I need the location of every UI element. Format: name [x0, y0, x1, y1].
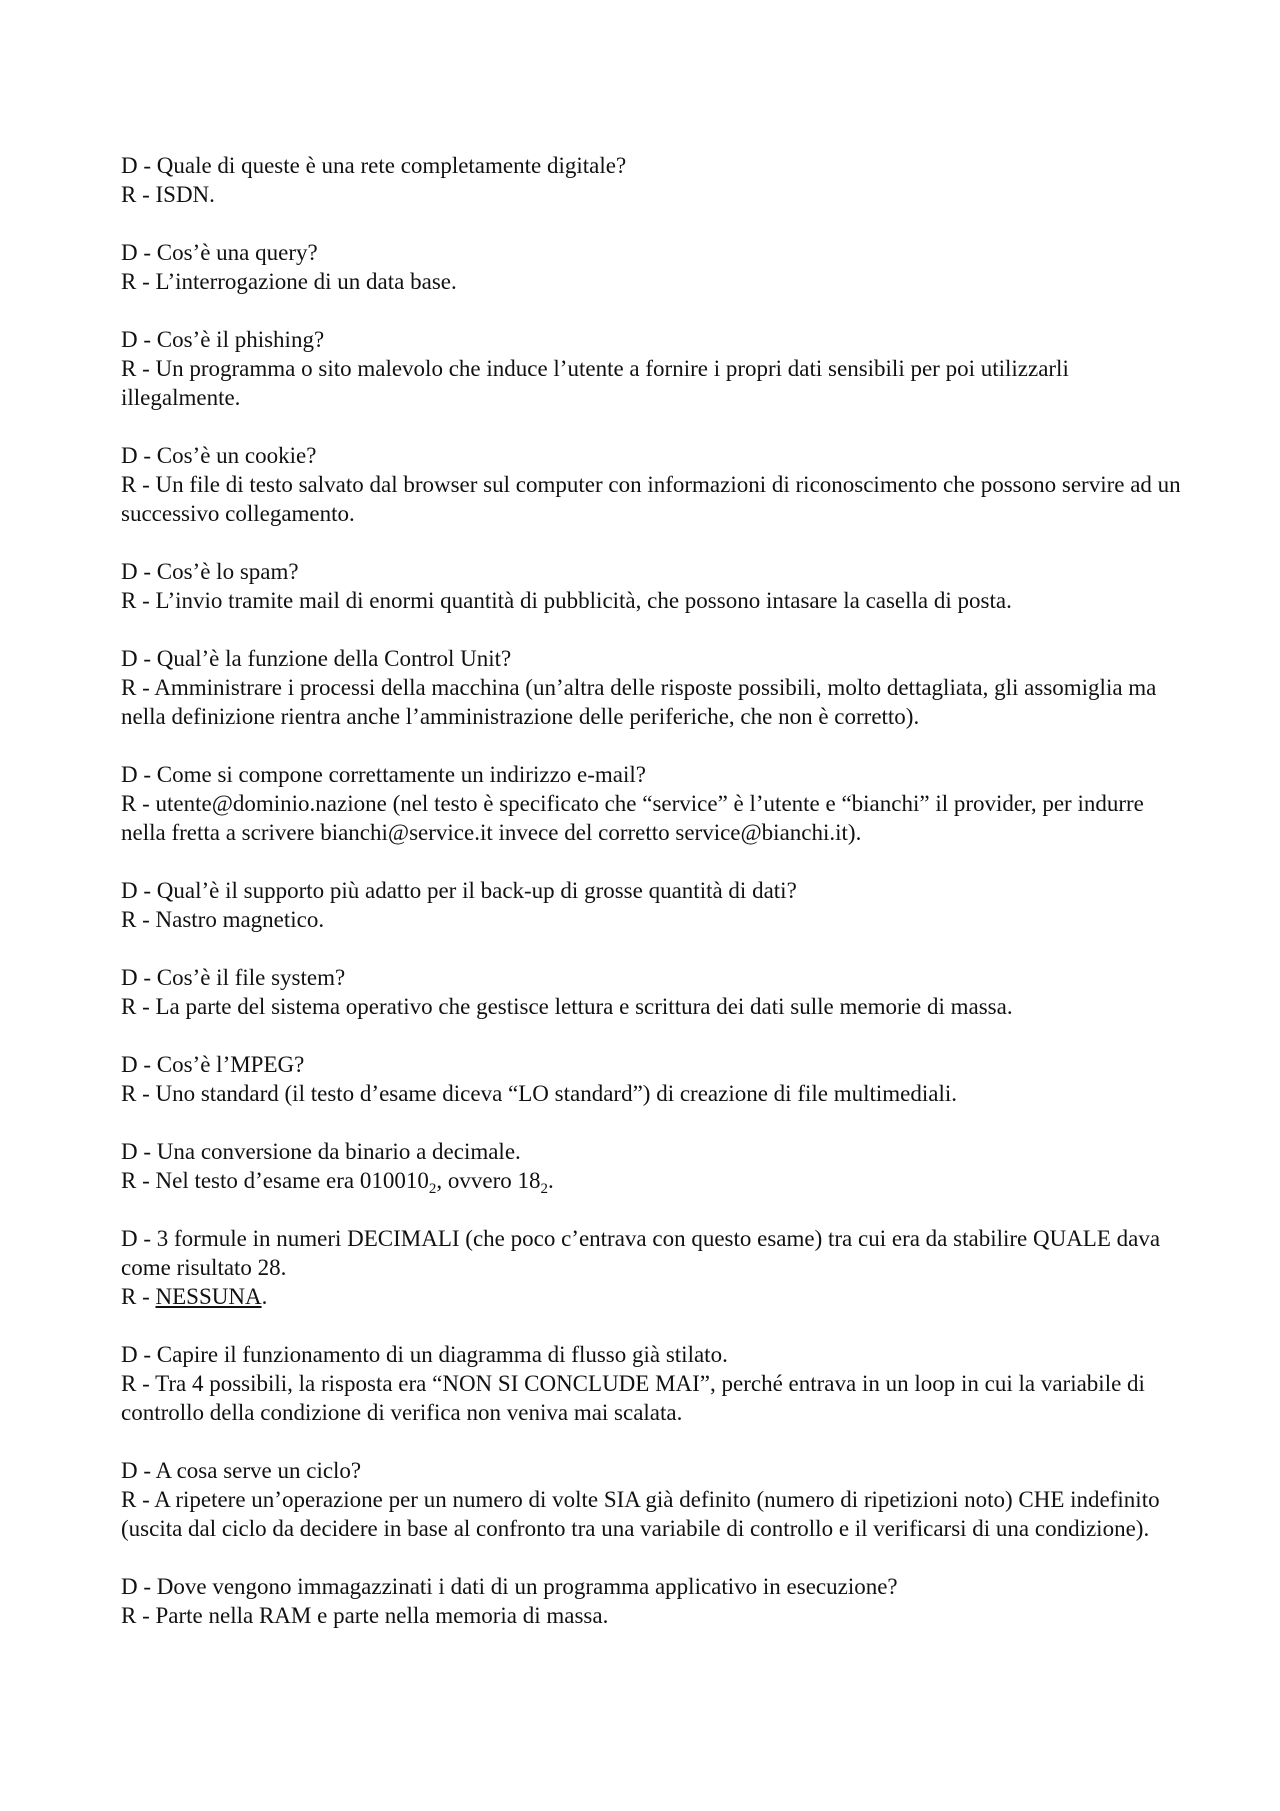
- question: D - Cos’è l’MPEG?: [121, 1052, 305, 1077]
- question: D - Cos’è un cookie?: [121, 443, 317, 468]
- answer: R - L’interrogazione di un data base.: [121, 269, 457, 294]
- answer: R - Uno standard (il testo d’esame diceva “LO standard”) di creazione di file multimediali.: [121, 1081, 958, 1106]
- document-page: [121, 151, 1181, 1659]
- subscript: 2: [540, 1181, 548, 1197]
- answer: R - ISDN.: [121, 182, 215, 207]
- answer: R - Amministrare i processi della macchina (un’altra delle risposte possibili, molto dettagliata, gli assomiglia ma nella definizione rientra anche l’amministrazione delle periferiche, che non è corretto).: [121, 675, 1157, 729]
- question: D - Cos’è lo spam?: [121, 559, 299, 584]
- answer: R - Tra 4 possibili, la risposta era “NON SI CONCLUDE MAI”, perché entrava in un loop in cui la variabile di controllo della condizione di verifica non veniva mai scalata.: [121, 1371, 1145, 1425]
- question: D - Cos’è una query?: [121, 240, 318, 265]
- answer-text: R -: [121, 1284, 156, 1309]
- qa-item-isdn: [121, 151, 1181, 209]
- answer: R - Un programma o sito malevolo che induce l’utente a fornire i propri dati sensibili per poi utilizzarli illegalmente.: [121, 356, 1069, 410]
- qa-item-binary: [121, 1137, 1181, 1195]
- qa-item-email: [121, 760, 1181, 847]
- underlined-answer: NESSUNA: [155, 1284, 262, 1309]
- qa-item-control-unit: [121, 644, 1181, 731]
- answer-text: , ovvero 18: [436, 1168, 541, 1193]
- answer: R - La parte del sistema operativo che gestisce lettura e scrittura dei dati sulle memorie di massa.: [121, 994, 1013, 1019]
- question: D - Qual’è il supporto più adatto per il back-up di grosse quantità di dati?: [121, 878, 797, 903]
- qa-item-query: [121, 238, 1181, 296]
- qa-item-backup: [121, 876, 1181, 934]
- qa-item-file-system: [121, 963, 1181, 1021]
- answer-text: R - Nel testo d’esame era 010010: [121, 1168, 429, 1193]
- question: D - Cos’è il file system?: [121, 965, 346, 990]
- qa-item-formula: [121, 1224, 1181, 1311]
- answer: [121, 1282, 1181, 1311]
- qa-item-cookie: [121, 441, 1181, 528]
- question: D - Qual’è la funzione della Control Unit?: [121, 646, 512, 671]
- answer-text: .: [547, 1168, 554, 1193]
- answer: R - Un file di testo salvato dal browser sul computer con informazioni di riconoscimento che possono servire ad un successivo collegamento.: [121, 472, 1181, 526]
- answer: R - Nastro magnetico.: [121, 907, 325, 932]
- answer: R - Parte nella RAM e parte nella memoria di massa.: [121, 1603, 609, 1628]
- qa-item-memory: [121, 1572, 1181, 1630]
- question: D - A cosa serve un ciclo?: [121, 1458, 362, 1483]
- answer: [121, 1166, 1181, 1195]
- question: D - Cos’è il phishing?: [121, 327, 325, 352]
- qa-item-phishing: [121, 325, 1181, 412]
- question: D - Come si compone correttamente un indirizzo e-mail?: [121, 762, 646, 787]
- qa-item-spam: [121, 557, 1181, 615]
- answer: R - utente@dominio.nazione (nel testo è specificato che “service” è l’utente e “bianchi” il provider, per indurre nella fretta a scrivere bianchi@service.it invece del corretto service@bianchi.it).: [121, 791, 1144, 845]
- question: D - Dove vengono immagazzinati i dati di un programma applicativo in esecuzione?: [121, 1574, 898, 1599]
- question: D - Una conversione da binario a decimale.: [121, 1139, 521, 1164]
- qa-item-loop: [121, 1456, 1181, 1543]
- question: D - Capire il funzionamento di un diagramma di flusso già stilato.: [121, 1342, 728, 1367]
- answer-text: .: [261, 1284, 268, 1309]
- qa-item-flowchart: [121, 1340, 1181, 1427]
- question: D - Quale di queste è una rete completamente digitale?: [121, 153, 627, 178]
- qa-item-mpeg: [121, 1050, 1181, 1108]
- answer: R - L’invio tramite mail di enormi quantità di pubblicità, che possono intasare la casella di posta.: [121, 588, 1012, 613]
- answer: R - A ripetere un’operazione per un numero di volte SIA già definito (numero di ripetizioni noto) CHE indefinito (uscita dal ciclo da decidere in base al confronto tra una variabile di controllo e il verificarsi di una condizione).: [121, 1487, 1160, 1541]
- subscript: 2: [428, 1181, 437, 1197]
- question: D - 3 formule in numeri DECIMALI (che poco c’entrava con questo esame) tra cui era da stabilire QUALE dava come risultato 28.: [121, 1226, 1161, 1280]
